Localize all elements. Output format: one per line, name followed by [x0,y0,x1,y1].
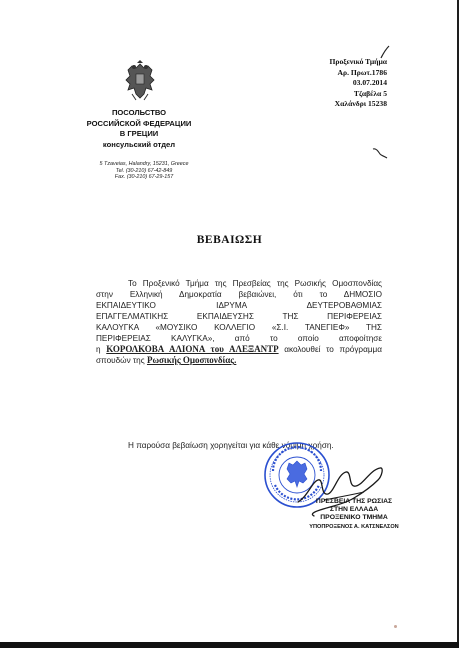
body-line-final [96,355,382,366]
sig-section: ΠΡΟΞΕΝΙΚΟ ΤΜΗΜΑ [320,514,388,522]
graduate-suffix: ακολουθεί το πρόγραμμα [284,345,382,354]
body-line: ΕΠΑΓΓΕΛΜΑΤΙΚΗΣ ΕΚΠΑΙΔΕΥΣΗΣ ΤΗΣ ΠΕΡΙΦΕΡΕΙΑΣ [96,312,382,321]
body-line: Το Προξενικό Τμήμα της Πρεσβείας της Ρωσικής Ομοσπονδίας [128,279,382,288]
address-street: 5 Tzaveias, Halandry, 15231, Greece [99,161,189,167]
embassy-location-line: В ГРЕЦИИ [119,129,159,138]
address-tel: Tel. (30-210) 67-42-849 [115,167,173,174]
embassy-name-line: ПОСОЛЬСТВО [111,108,167,117]
ref-city: Χαλάνδρι 15238 [334,99,387,109]
ref-protocol-number: Αρ. Πρωτ.1786 [337,67,387,77]
body-line-graduate [96,344,382,355]
reference-block [329,57,387,110]
sig-signatory: ΥΠΟΠΡΟΞΕΝΟΣ Α. ΚΑΤΣΝΕΛΣΟΝ [309,523,399,530]
pen-mark-icon [379,44,391,60]
ref-date: 03.07.2014 [352,78,387,88]
embassy-country-line: РОССИЙСКОЙ ФЕДЕРАЦИИ [86,118,192,128]
scan-speck [394,625,397,628]
studies-prefix: σπουδών της [96,356,145,365]
pen-tick-icon [372,146,388,160]
address-fax: Fax. (30-210) 67-29-157 [114,174,174,181]
embassy-address [84,161,204,181]
scan-edge-bottom [0,642,459,648]
body-line: ΠΕΡΙΦΕΡΕΙΑΣ ΚΑΛΥΓΚΑ», από το οποίο αποφοίτησε [96,334,382,343]
ref-office: Προξενικό Τμήμα [329,57,387,66]
graduate-name: ΚΟΡΟΛΚΟΒΑ ΑΛΙΟΝΑ του ΑΛΕΞΑΝΤΡ [106,344,279,354]
signature-block [298,498,410,531]
body-line: ΕΚΠΑΙΔΕΥΤΙΚΟ ΙΔΡΥΜΑ ΔΕΥΤΕΡΟΒΑΘΜΙΑΣ [96,301,382,310]
double-headed-eagle-crest-icon [122,60,158,102]
country-name: Ρωσικής Ομοσπονδίας. [146,355,237,365]
sig-country: ΣΤΗΝ ΕΛΛΑΔΑ [329,506,379,514]
embassy-header-russian [74,108,204,150]
consular-section-line: консульский отдел [102,139,176,149]
closing-statement: Η παρούσα βεβαίωση χορηγείται για κάθε νόμιμη χρήση. [128,441,334,450]
certificate-body [96,278,382,366]
graduate-prefix: η [96,345,101,354]
body-line: ΚΑΛΟΥΓΚΑ «ΜΟΥΣΙΚΟ ΚΟΛΛΕΓΙΟ «Σ.Ι. ΤΑΝΕΓΙΕΦ» ΤΗΣ [96,323,382,332]
sig-embassy: ΠΡΕΣΒΕΙΑ ΤΗΣ ΡΩΣΙΑΣ [315,498,393,505]
ref-street: Τζαβέλα 5 [353,88,387,98]
document-title: ΒΕΒΑΙΩΣΗ [196,234,263,246]
body-line: στην Ελληνική Δημοκρατία βεβαιώνει, ότι το ΔΗΜΟΣΙΟ [96,290,382,299]
